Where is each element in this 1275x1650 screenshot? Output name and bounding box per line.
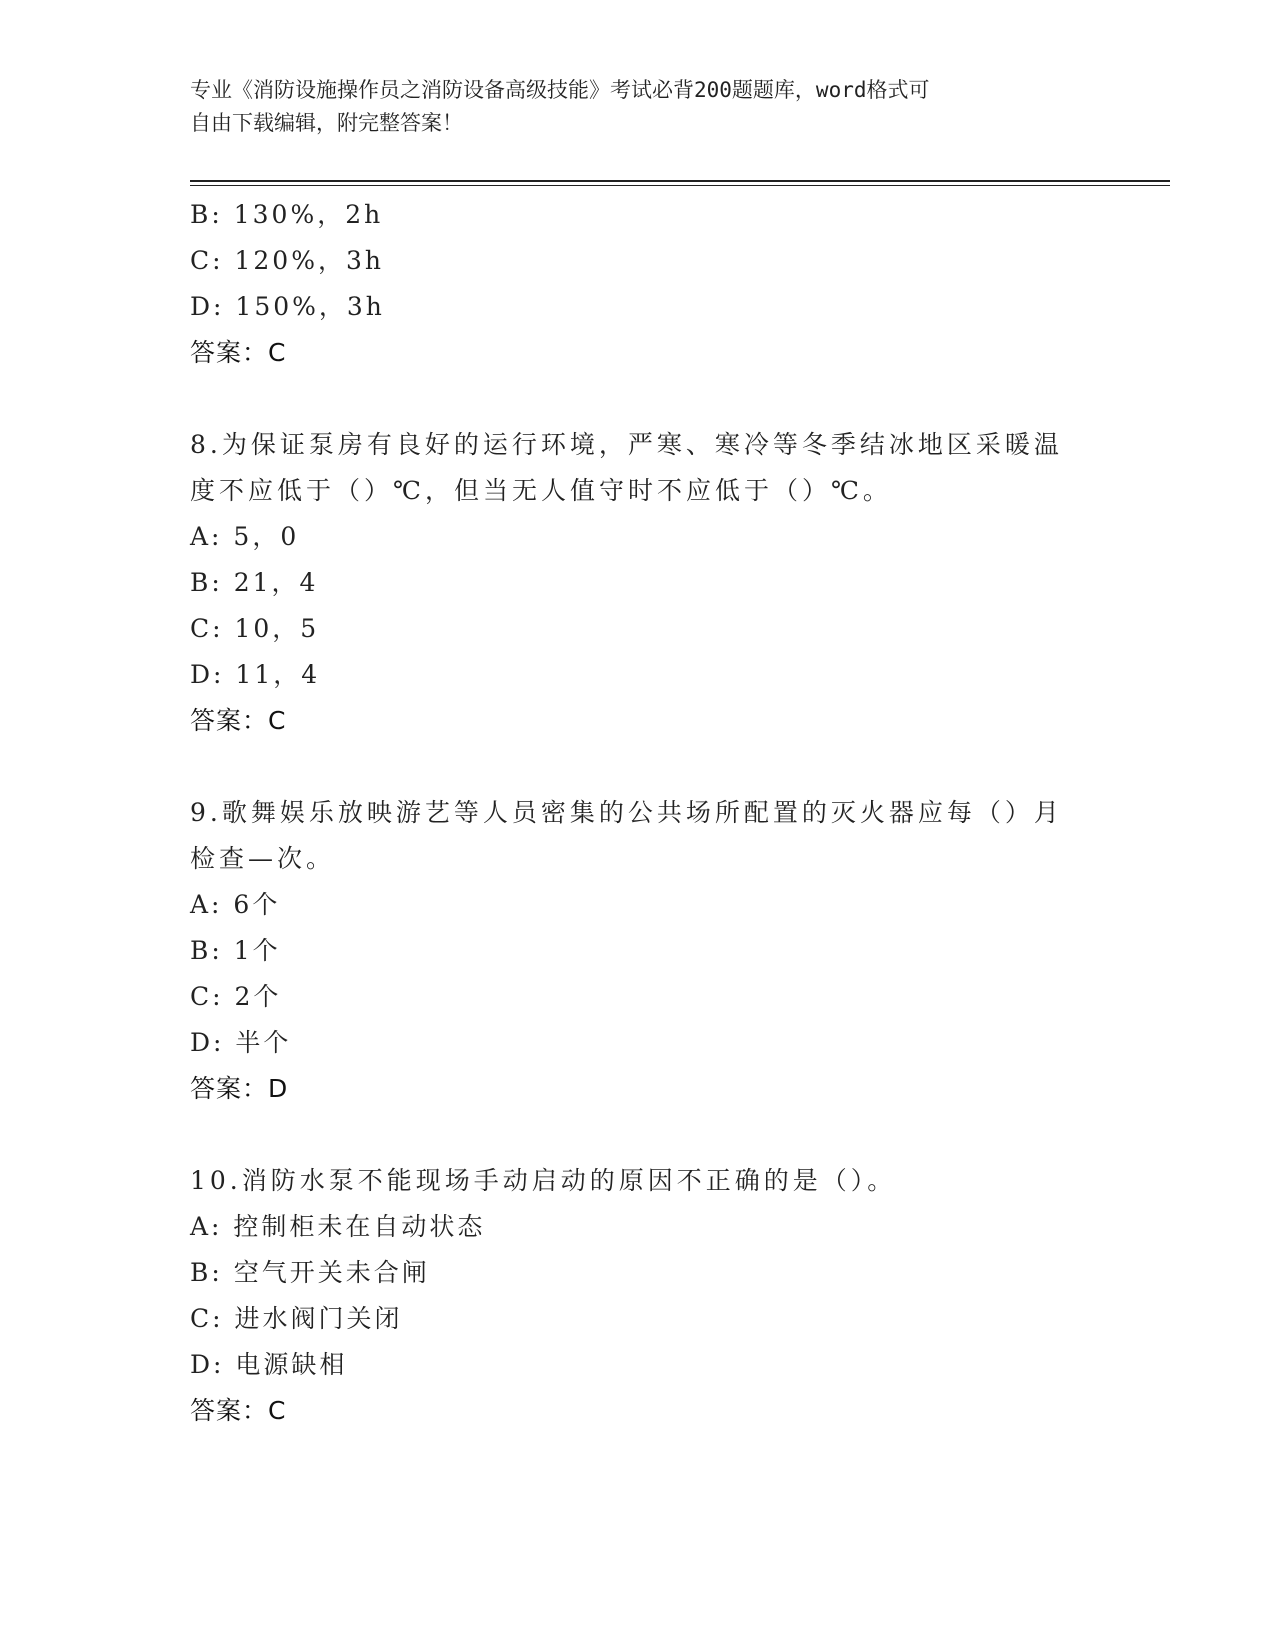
option-b: B: 空气开关未合闸: [190, 1258, 430, 1287]
question-10-stem-line-1: 10.消防水泵不能现场手动启动的原因不正确的是（）。: [190, 1166, 897, 1195]
answer-line: 答案：C: [190, 706, 287, 735]
option-a: A: 6个: [190, 890, 281, 919]
question-spacer: [190, 376, 1070, 422]
header-title-line-2: 自由下载编辑，附完整答案！: [190, 111, 463, 135]
question-spacer: [190, 1112, 1070, 1158]
question-9-stem-line-1: 9.歌舞娱乐放映游艺等人员密集的公共场所配置的灭火器应每（）月: [190, 798, 1063, 827]
question-10-block: [190, 1158, 1070, 1434]
question-8-stem-line-2: 度不应低于（）℃，但当无人值守时不应低于（）℃。: [190, 476, 892, 505]
option-a: A: 5，0: [190, 522, 300, 551]
question-list: [190, 192, 1070, 1434]
option-c: C: 10，5: [190, 614, 320, 643]
answer-line: 答案：C: [190, 1396, 287, 1425]
question-9-stem-line-2: 检查—次。: [190, 844, 336, 873]
option-b: B: 130%，2h: [190, 200, 384, 229]
question-8-stem-line-1: 8.为保证泵房有良好的运行环境，严寒、寒冷等冬季结冰地区采暖温: [190, 430, 1063, 459]
option-b: B: 21，4: [190, 568, 319, 597]
option-d: D: 半个: [190, 1028, 292, 1057]
header-divider-thin: [190, 185, 1170, 186]
header-title-line-1: 专业《消防设施操作员之消防设备高级技能》考试必背200题题库，word格式可: [190, 78, 930, 102]
answer-line: 答案：C: [190, 338, 287, 367]
question-spacer: [190, 744, 1070, 790]
question-8-block: [190, 422, 1070, 744]
option-a: A: 控制柜未在自动状态: [190, 1212, 486, 1241]
option-c: C: 2个: [190, 982, 282, 1011]
option-c: C: 120%，3h: [190, 246, 384, 275]
document-header: [190, 74, 1070, 140]
question-9-block: [190, 790, 1070, 1112]
option-c: C: 进水阀门关闭: [190, 1304, 403, 1333]
option-d: D: 11，4: [190, 660, 321, 689]
answer-line: 答案：D: [190, 1074, 289, 1103]
prev-question-block: [190, 192, 1070, 376]
option-d: D: 150%，3h: [190, 292, 385, 321]
header-divider-thick: [190, 180, 1170, 182]
option-d: D: 电源缺相: [190, 1350, 348, 1379]
option-b: B: 1个: [190, 936, 281, 965]
